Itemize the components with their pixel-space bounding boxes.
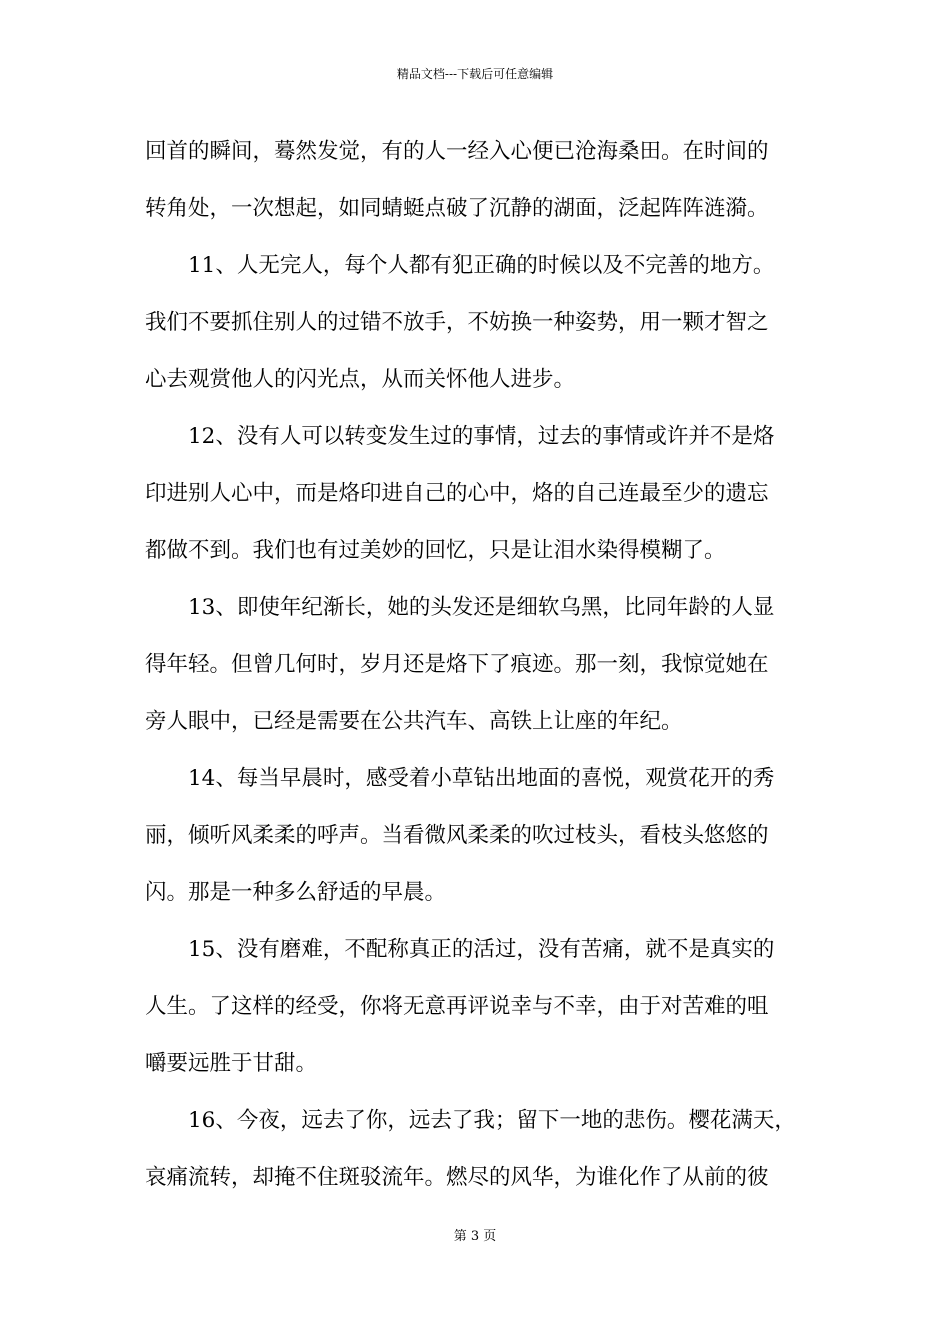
body-line: 闪。那是一种多么舒适的早晨。	[145, 880, 447, 905]
body-line: 16、今夜，远去了你，远去了我；留下一地的悲伤。樱花满天，	[145, 1108, 796, 1133]
body-line: 回首的瞬间，蓦然发觉，有的人一经入心便已沧海桑田。在时间的	[145, 139, 769, 164]
document-body	[145, 126, 810, 1209]
body-line: 14、每当早晨时，感受着小草钻出地面的喜悦，观赏花开的秀	[145, 766, 775, 791]
body-line: 12、没有人可以转变发生过的事情，过去的事情或许并不是烙	[145, 424, 775, 449]
body-line: 都做不到。我们也有过美妙的回忆，只是让泪水染得模糊了。	[145, 538, 726, 563]
body-line: 得年轻。但曾几何时，岁月还是烙下了痕迹。那一刻，我惊觉她在	[145, 652, 769, 677]
body-line: 丽，倾听风柔柔的呼声。当看微风柔柔的吹过枝头，看枝头悠悠的	[145, 823, 769, 848]
body-line: 心去观赏他人的闪光点，从而关怀他人进步。	[145, 367, 576, 392]
body-line: 旁人眼中，已经是需要在公共汽车、高铁上让座的年纪。	[145, 709, 683, 734]
body-line: 转角处，一次想起，如同蜻蜓点破了沉静的湖面，泛起阵阵涟漪。	[145, 196, 769, 221]
body-line: 11、人无完人，每个人都有犯正确的时候以及不完善的地方。	[145, 253, 775, 278]
body-line: 我们不要抓住别人的过错不放手，不妨换一种姿势，用一颗才智之	[145, 310, 769, 335]
body-line: 13、即使年纪渐长，她的头发还是细软乌黑，比同年龄的人显	[145, 595, 775, 620]
body-line: 15、没有磨难，不配称真正的活过，没有苦痛，就不是真实的	[145, 937, 775, 962]
body-line: 哀痛流转，却掩不住斑驳流年。燃尽的风华，为谁化作了从前的彼	[145, 1165, 769, 1190]
body-line: 印进别人心中，而是烙印进自己的心中，烙的自己连最至少的遗忘	[145, 481, 769, 506]
page-number: 第 3 页	[453, 1229, 497, 1244]
page-header: 精品文档---下载后可任意编辑	[396, 67, 554, 81]
body-line: 人生。了这样的经受，你将无意再评说幸与不幸，由于对苦难的咀	[145, 994, 769, 1019]
body-line: 嚼要远胜于甘甜。	[145, 1051, 318, 1076]
